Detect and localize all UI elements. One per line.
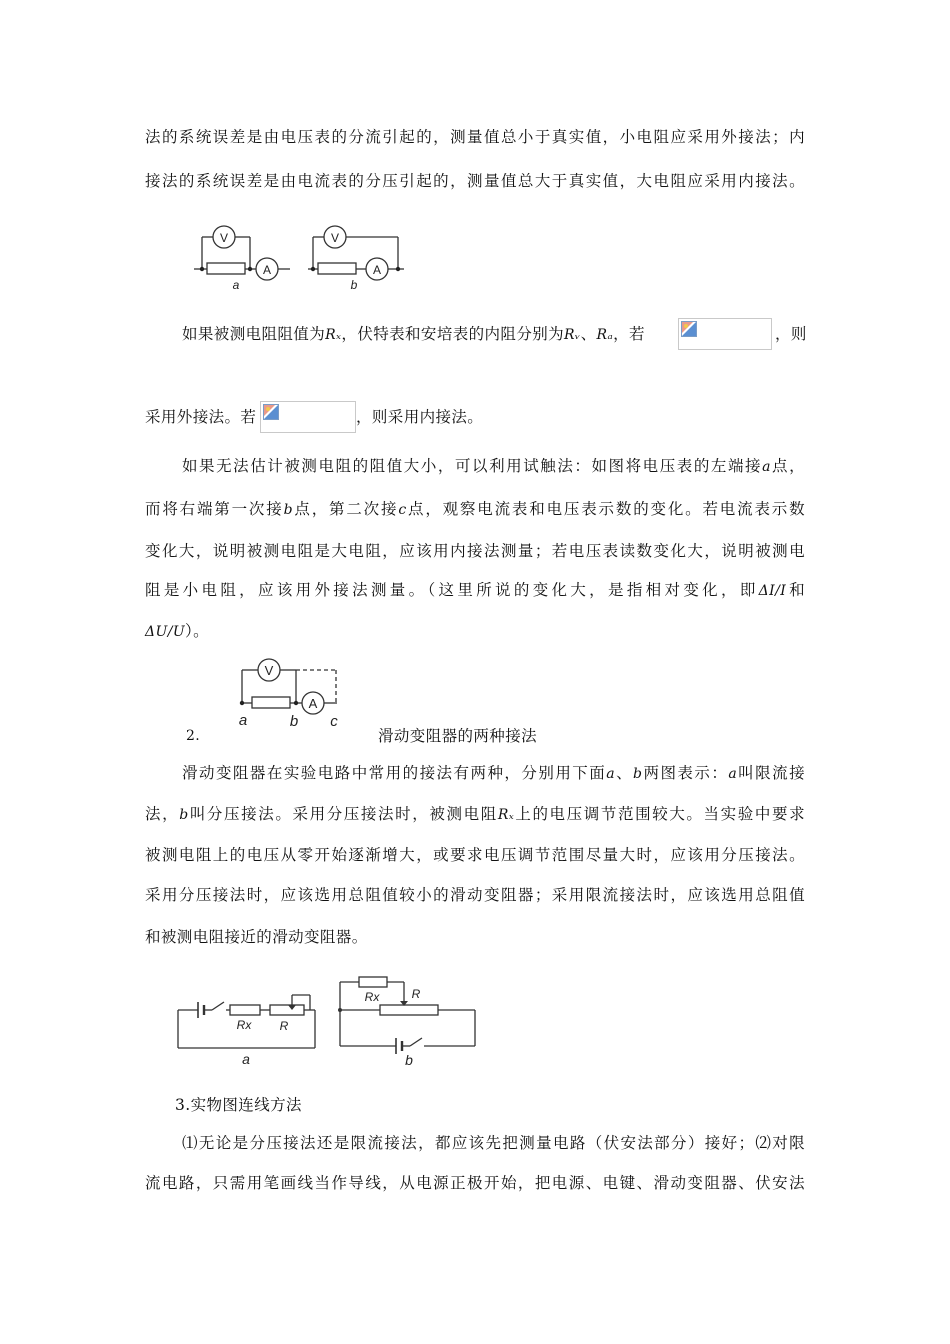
circuit-figure-rheostat [174, 972, 494, 1068]
paragraph-line: 接法的系统误差是由电流表的分压引起的，测量值总大于真实值，大电阻应采用内接法。 [145, 172, 805, 190]
paragraph-line: 如果无法估计被测电阻的阻值大小，可以利用试触法：如图将电压表的左端接a点， [182, 457, 805, 475]
resistor-label-rx: Rx [364, 990, 380, 1004]
formula-image-placeholder [260, 401, 356, 433]
rheostat-label-r: R [411, 987, 421, 1001]
symbol-ra: Rₐ [596, 327, 614, 343]
point-label-b: b [289, 713, 299, 730]
section-title: 3.实物图连线方法 [175, 1096, 302, 1114]
paragraph-line: 阻是小电阻，应该用外接法测量。（这里所说的变化大，是指相对变化，即ΔI/I和 [145, 581, 806, 599]
point-label-c: c [330, 713, 338, 730]
voltmeter-symbol: V [330, 231, 340, 245]
section-title: 滑动变阻器的两种接法 [378, 727, 538, 745]
paragraph-line: 和被测电阻接近的滑动变阻器。 [145, 928, 368, 946]
broken-image-icon [681, 321, 697, 337]
ammeter-symbol: A [372, 263, 382, 277]
section-number: 2. [186, 728, 201, 744]
figure-label-a: a [242, 1051, 250, 1067]
symbol-rx: Rₓ [325, 327, 342, 343]
point-label-a: a [238, 712, 248, 729]
paragraph-line: ，则采用内接法。 [356, 408, 484, 426]
figure-label-b: b [350, 278, 358, 292]
paragraph-line-end: ，则 [775, 325, 807, 343]
paragraph-line: 法，b叫分压接法。采用分压接法时，被测电阻Rₓ上的电压调节范围较大。当实验中要求 [145, 805, 805, 823]
resistor-label-rx: Rx [236, 1018, 252, 1032]
circuit-figure-connection-methods [190, 218, 420, 294]
rheostat-label-r: R [279, 1019, 289, 1033]
figure-label-a: a [232, 278, 240, 292]
paragraph-line: ⑴无论是分压接法还是限流接法，都应该先把测量电路（伏安法部分）接好；⑵对限 [182, 1134, 805, 1152]
paragraph-line: 被测电阻上的电压从零开始逐渐增大，或要求电压调节范围尽量大时，应该用分压接法。 [145, 846, 805, 864]
ammeter-symbol: A [308, 696, 318, 711]
figure-label-b: b [405, 1052, 413, 1068]
paragraph-line: 而将右端第一次接b点，第二次接c点，观察电流表和电压表示数的变化。若电流表示数 [145, 500, 806, 518]
paragraph-line: 如果被测电阻阻值为Rₓ，伏特表和安培表的内阻分别为Rᵥ、Rₐ，若 [182, 325, 645, 343]
paragraph-line: 法的系统误差是由电压表的分流引起的，测量值总小于真实值，小电阻应采用外接法；内 [145, 128, 805, 146]
broken-image-icon [263, 404, 279, 420]
paragraph-line: 流电路，只需用笔画线当作导线，从电源正极开始，把电源、电键、滑动变阻器、伏安法 [145, 1174, 805, 1192]
paragraph-line: 采用外接法。若 [145, 408, 257, 426]
circuit-figure-trial-touch [232, 656, 347, 732]
paragraph-line: 变化大，说明被测电阻是大电阻，应该用内接法测量；若电压表读数变化大，说明被测电 [145, 542, 805, 560]
voltmeter-symbol: V [264, 663, 274, 678]
ammeter-symbol: A [262, 263, 272, 277]
symbol-rv: Rᵥ [564, 327, 581, 343]
paragraph-line: ΔU/U）。 [145, 622, 210, 640]
paragraph-line: 采用分压接法时，应该选用总阻值较小的滑动变阻器；采用限流接法时，应该选用总阻值 [145, 886, 805, 904]
formula-image-placeholder [678, 318, 772, 350]
paragraph-line: 滑动变阻器在实验电路中常用的接法有两种，分别用下面a、b两图表示：a叫限流接 [182, 764, 805, 782]
voltmeter-symbol: V [219, 231, 229, 245]
